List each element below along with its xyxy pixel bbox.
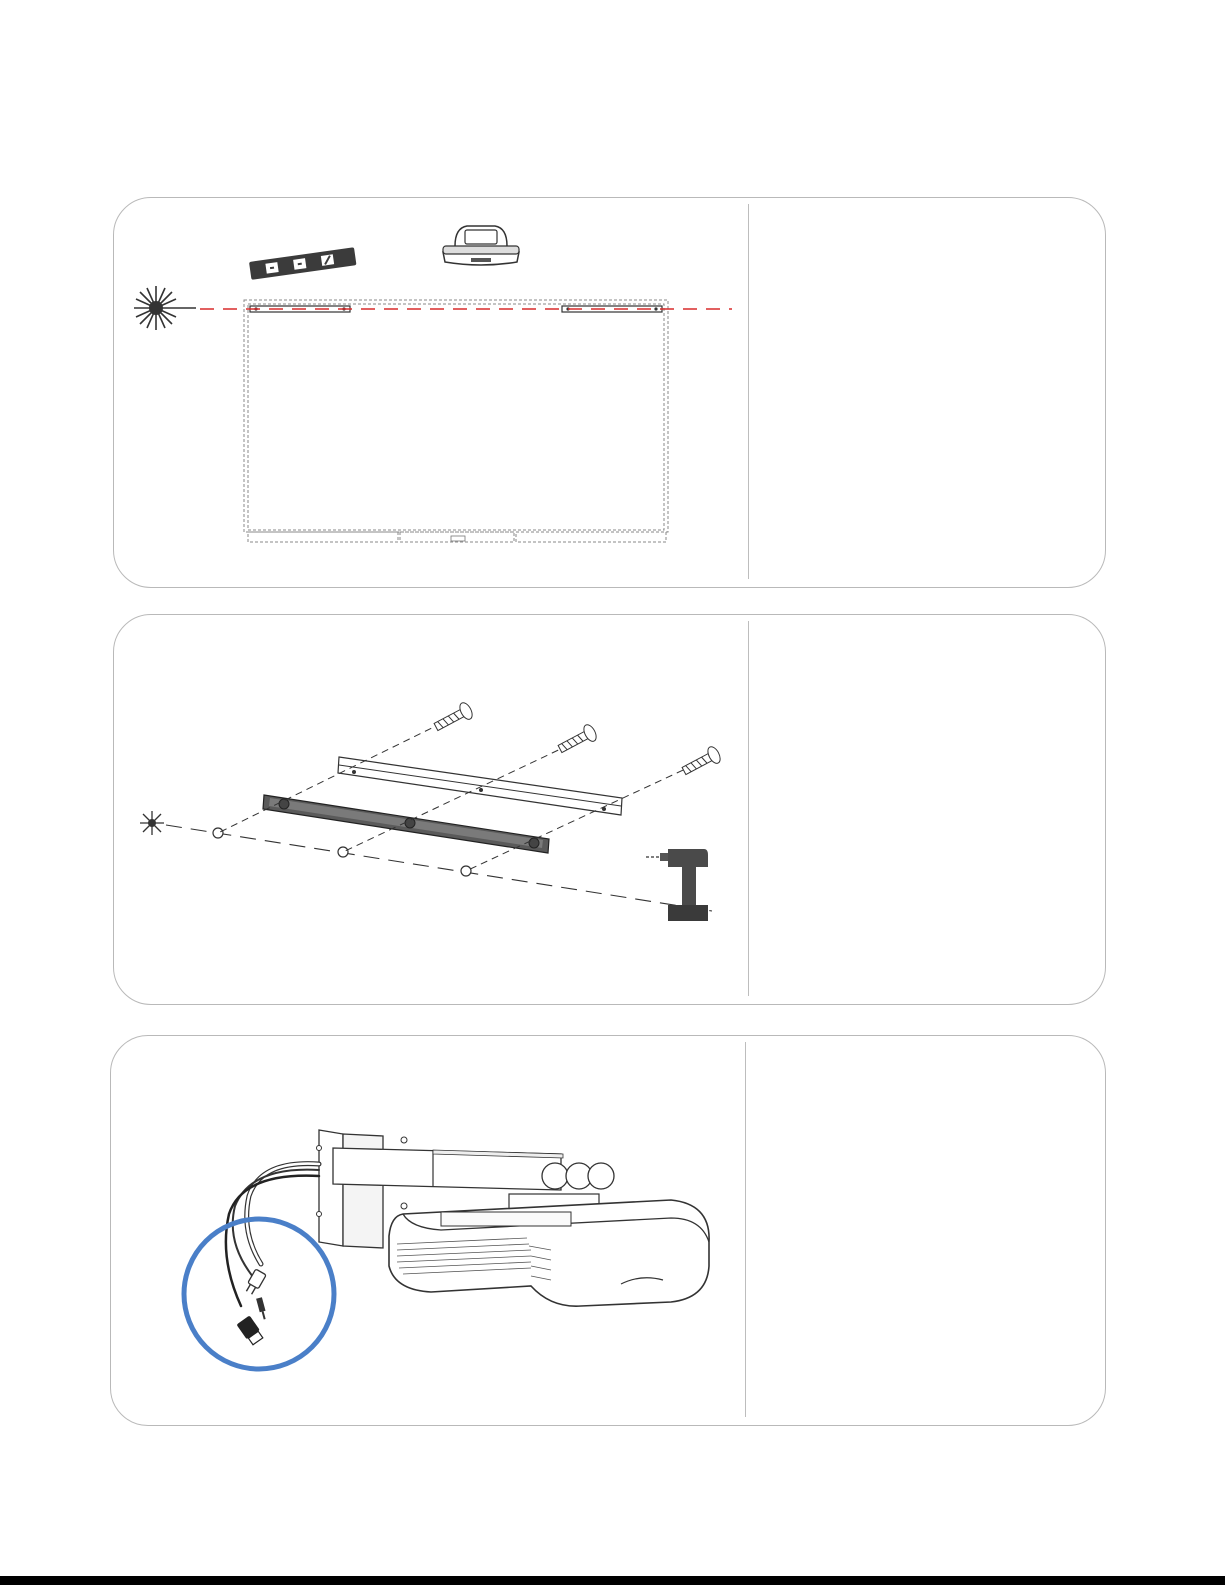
projector-icon <box>443 226 519 265</box>
hdmi-plug-icon <box>236 1315 264 1345</box>
level-line <box>166 825 712 911</box>
step-3-panel <box>110 1035 1106 1426</box>
step-1-panel <box>113 197 1106 588</box>
level-icon <box>249 247 356 280</box>
bracket-rail <box>338 757 622 815</box>
wall-plate <box>263 795 549 853</box>
step-2-panel <box>113 614 1106 1005</box>
screw-icon <box>432 701 475 735</box>
page-bottom-rule <box>0 1576 1225 1585</box>
power-plug-icon <box>244 1269 266 1296</box>
step-1-illustration <box>114 198 1107 589</box>
board-logo <box>451 536 465 541</box>
laser-icon <box>140 811 164 835</box>
drill-icon <box>646 849 708 921</box>
step-3-illustration <box>111 1036 1107 1427</box>
laser-icon <box>134 286 196 330</box>
audio-plug-icon <box>256 1297 267 1320</box>
screw-icon <box>680 745 723 779</box>
highlight-circle <box>184 1219 334 1369</box>
projector-icon <box>389 1200 709 1306</box>
board-outline <box>244 300 668 542</box>
screw-icon <box>556 723 599 757</box>
step-2-illustration <box>114 615 1107 1006</box>
